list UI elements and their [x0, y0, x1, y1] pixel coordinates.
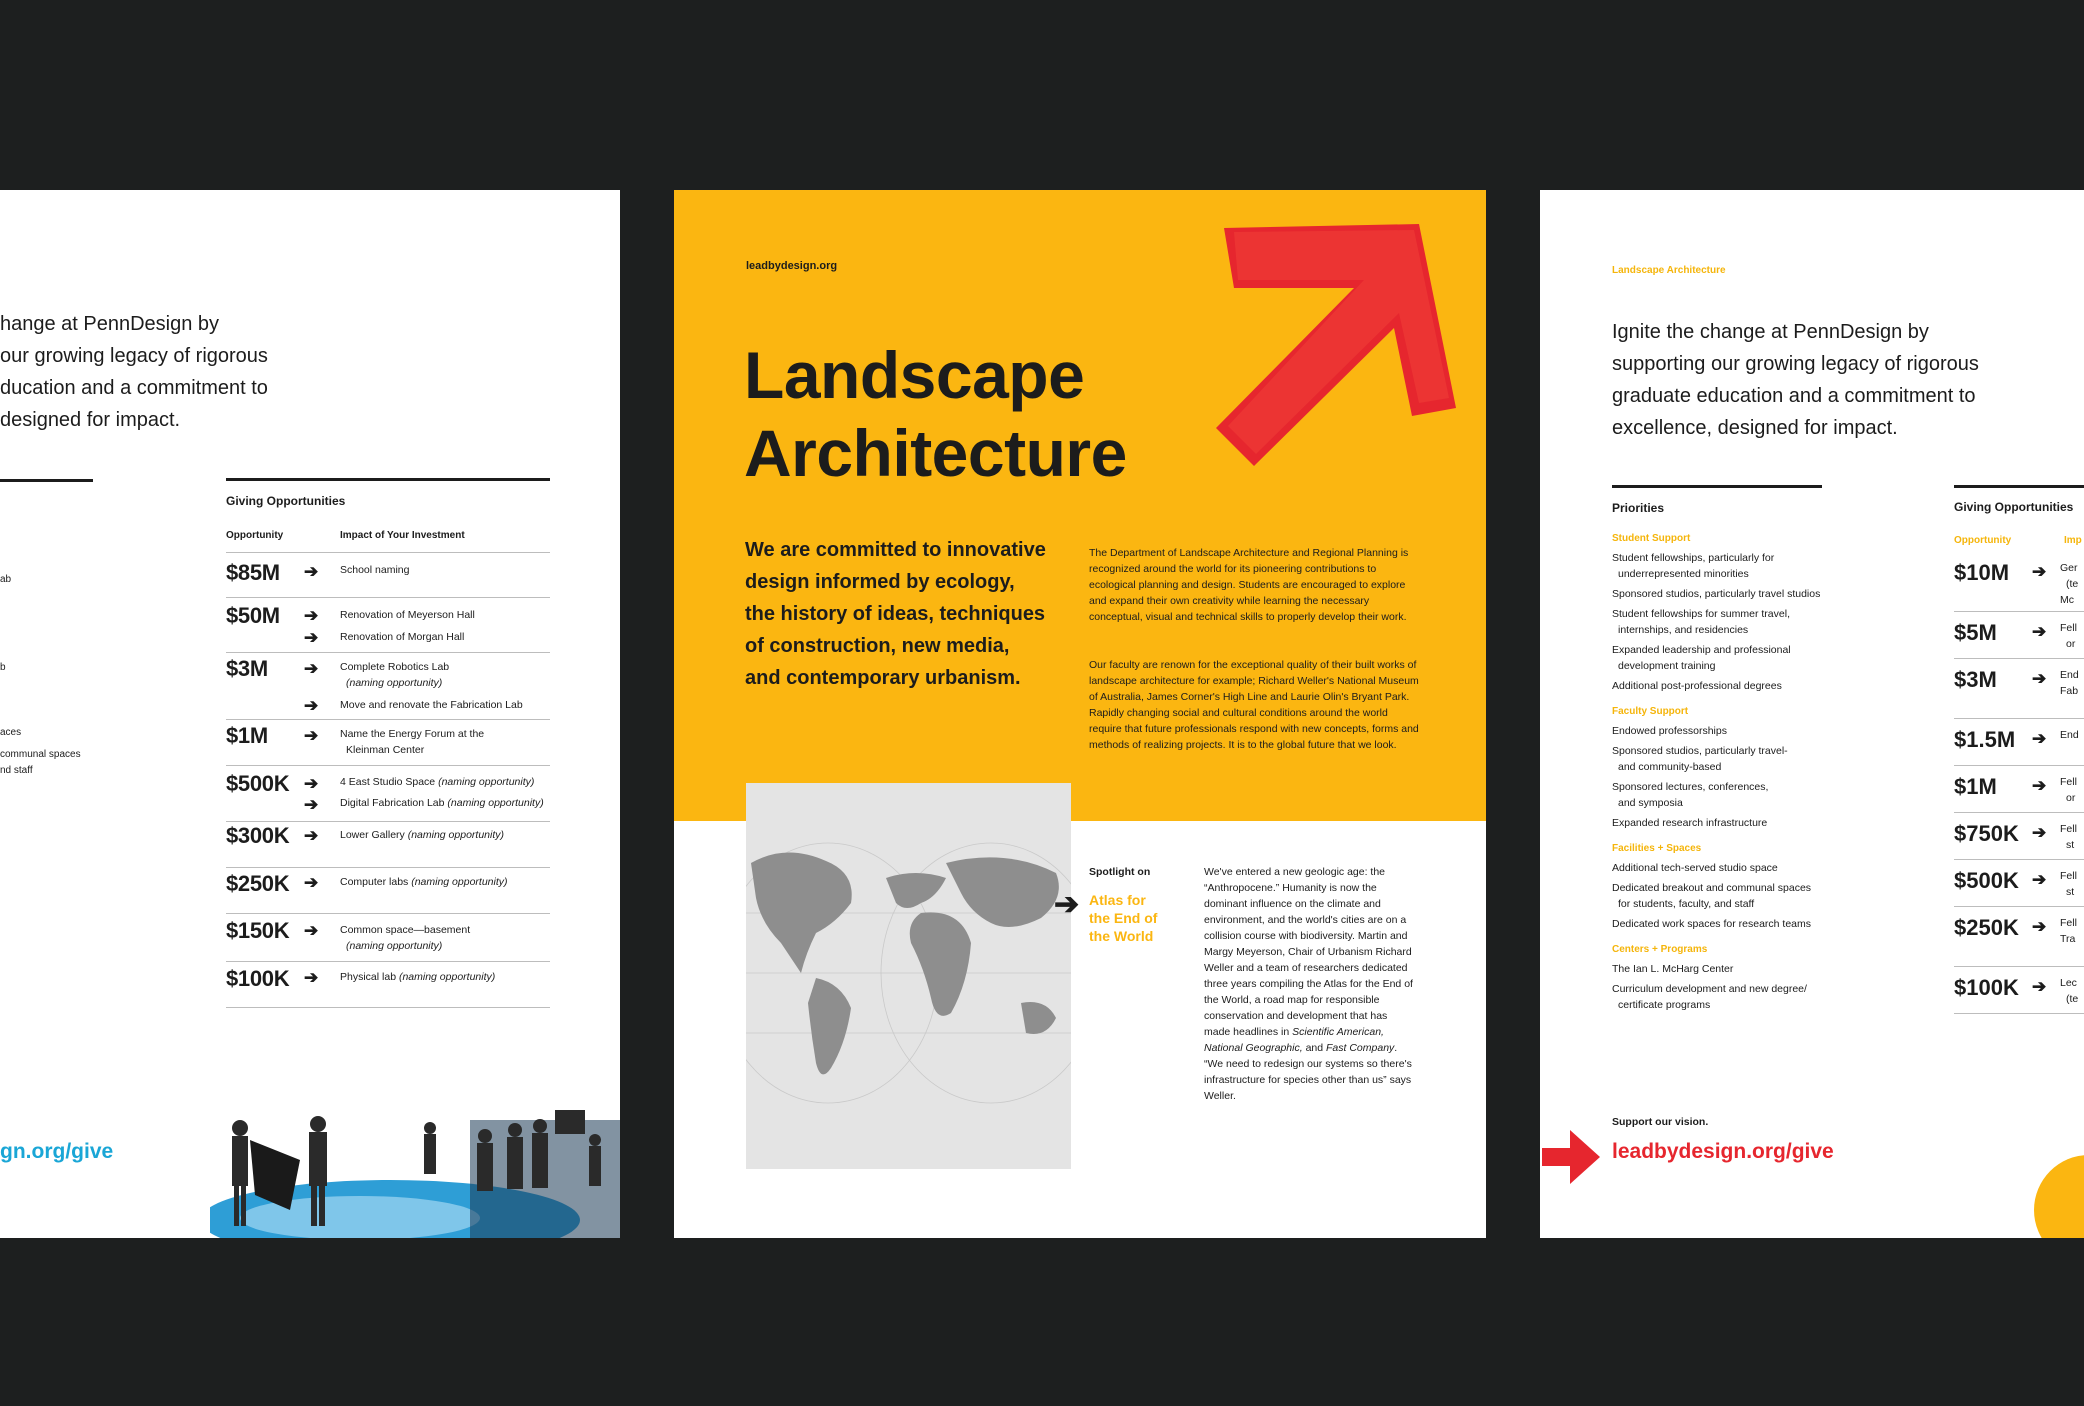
right-impact-fragment: Fell [2060, 776, 2077, 788]
left-brochure-page [0, 190, 620, 1238]
right-impact-fragment: st [2066, 839, 2075, 851]
right-giving-heading: Giving Opportunities [1954, 500, 2074, 514]
right-intro [1612, 316, 2072, 444]
left-amount: $150K [226, 918, 290, 943]
priority-group-label: Student Support [1612, 533, 1691, 544]
right-impact-fragment: (te [2066, 578, 2079, 590]
priority-item-line: Dedicated breakout and communal spaces [1612, 882, 1812, 894]
left-amount: $3M [226, 656, 268, 681]
spotlight-and: and [1302, 1042, 1327, 1054]
priority-item-line: development training [1618, 660, 1716, 672]
right-amount: $1M [1954, 774, 1997, 799]
section-label: Landscape Architecture [1612, 265, 1726, 276]
priority-item-line: Sponsored studios, particularly travel- [1612, 745, 1788, 757]
arrow-right-icon: ➔ [304, 696, 319, 715]
priority-group-label: Facilities + Spaces [1612, 843, 1702, 854]
right-intro-line: graduate education and a commitment to [1612, 385, 1976, 407]
priorities-heading: Priorities [1612, 501, 1665, 515]
spotlight-body-b: . “We need to redesign our systems so there's infrastructure for species other than us” says Weller. [1204, 1042, 1412, 1102]
left-impact-item: Renovation of Morgan Hall [340, 631, 465, 643]
left-intro-line: ducation and a commitment to [0, 377, 268, 399]
left-impact-text: Lower Gallery [340, 829, 405, 841]
right-amount: $10M [1954, 560, 2010, 585]
intro-paragraph: The Department of Landscape Architecture and Regional Planning is recognized around the world for its pioneering contributions to ecological planning and design. Students are encouraged to explore and expand their own creativity while learning the necessary conceptual, visual and technical skills to properly develop their work. [1089, 547, 1409, 623]
arrow-right-icon: ➔ [304, 606, 319, 625]
left-row-divider [226, 961, 550, 962]
mission-line: and contemporary urbanism. [745, 667, 1021, 689]
naming-note: (naming opportunity) [447, 797, 544, 809]
priority-item-line: Student fellowships for summer travel, [1612, 608, 1790, 620]
priority-item-line: and symposia [1618, 797, 1683, 809]
left-amount: $50M [226, 603, 280, 628]
site-label: leadbydesign.org [746, 260, 838, 272]
right-giving-row [1954, 612, 2084, 659]
priority-item [1612, 880, 1872, 912]
priority-item [1612, 743, 1872, 775]
arrow-right-icon: ➔ [2032, 669, 2047, 688]
spotlight-label: Spotlight on [1089, 866, 1151, 878]
right-amount: $250K [1954, 915, 2019, 940]
naming-note: (naming opportunity) [398, 971, 496, 983]
left-impact-item-sub [346, 675, 442, 691]
left-row-divider [226, 719, 550, 720]
naming-note: (naming opportunity) [346, 677, 443, 689]
left-row-divider [226, 867, 550, 868]
right-impact-fragment: End [2060, 729, 2079, 741]
right-impact-fragment: or [2066, 792, 2076, 804]
arrow-right-icon: ➔ [2032, 622, 2047, 641]
left-row-divider [226, 913, 550, 914]
right-giving-rule [1954, 485, 2084, 488]
page-title-line: Architecture [744, 416, 1127, 490]
left-row-divider [226, 821, 550, 822]
left-priorities-rule [0, 479, 93, 482]
left-cut-fragment: ab [0, 574, 12, 585]
arrow-right-icon: ➔ [2032, 870, 2047, 889]
right-giving-row [1954, 860, 2084, 907]
mission-line: the history of ideas, techniques [745, 603, 1046, 625]
priority-item [1612, 586, 1872, 602]
priority-item-line: internships, and residencies [1618, 624, 1749, 636]
right-giving-row [1954, 552, 2084, 612]
left-impact-item [340, 874, 508, 890]
page-title-line: Landscape [744, 338, 1085, 412]
right-giving-row [1954, 967, 2084, 1014]
arrow-right-icon: ➔ [304, 795, 319, 814]
spotlight-publication: Fast Company [1326, 1042, 1395, 1054]
priority-item-line: Expanded research infrastructure [1612, 817, 1768, 829]
right-impact-fragment: Fell [2060, 823, 2077, 835]
priority-group [1612, 961, 1872, 1013]
left-giving-rule [226, 478, 550, 481]
arrow-right-icon: ➔ [304, 628, 319, 647]
left-col-impact: Impact of Your Investment [340, 530, 465, 541]
students-photo [210, 1100, 620, 1238]
red-arrow-icon [1542, 1128, 1602, 1186]
left-impact-item-sub: Kleinman Center [346, 744, 425, 756]
left-impact-text: Physical lab [340, 971, 397, 983]
right-amount: $500K [1954, 868, 2019, 893]
priority-item-line: The Ian L. McHarg Center [1612, 963, 1734, 975]
priorities-rule [1612, 485, 1822, 488]
left-row-divider [226, 597, 550, 598]
arrow-right-icon: ➔ [2032, 729, 2047, 748]
right-col-impact-cut: Imp [2064, 535, 2082, 546]
left-amount: $100K [226, 966, 290, 991]
priority-item [1612, 860, 1872, 876]
left-impact-item [340, 827, 504, 843]
naming-note: (naming opportunity) [411, 876, 508, 888]
left-cut-fragment: b [0, 662, 6, 673]
faculty-paragraph: Our faculty are renown for the exceptional quality of their built works of landscape architecture for example; Richard Weller's National Museum of Australia, James Corner's High Line and Laurie Olin's Bryant Park. Rapidly changing social and cultural conditions around the world require that future professionals respond with new concepts, forms and methods of realizing projects. It is to the global future that we look. [1089, 659, 1419, 751]
right-impact-fragment: Fab [2060, 685, 2079, 697]
left-intro-line: our growing legacy of rigorous [0, 345, 268, 367]
spotlight-title-line: the World [1089, 928, 1154, 944]
priority-item-line: Student fellowships, particularly for [1612, 552, 1775, 564]
left-giving-heading: Giving Opportunities [226, 494, 346, 508]
left-impact-item: Complete Robotics Lab [340, 661, 450, 673]
arrow-right-icon: ➔ [304, 562, 319, 581]
priority-item [1612, 550, 1872, 582]
right-impact-fragment: st [2066, 886, 2075, 898]
right-col-opportunity: Opportunity [1954, 535, 2012, 546]
right-amount: $1.5M [1954, 727, 2016, 752]
priority-group [1612, 550, 1872, 694]
right-impact-fragment: Ger [2060, 562, 2078, 574]
arrow-right-icon: ➔ [2032, 562, 2047, 581]
left-impact-item: Name the Energy Forum at the [340, 728, 485, 740]
right-impact-fragment: Fell [2060, 622, 2077, 634]
priority-group-label: Centers + Programs [1612, 944, 1708, 955]
priority-item [1612, 642, 1872, 674]
left-intro [0, 308, 330, 436]
priority-item [1612, 723, 1872, 739]
right-impact-fragment: or [2066, 638, 2076, 650]
right-amount: $750K [1954, 821, 2019, 846]
arrow-right-icon: ➔ [2032, 917, 2047, 936]
world-map-graphic [746, 783, 1071, 1169]
priority-item-line: certificate programs [1618, 999, 1711, 1011]
left-amount: $300K [226, 823, 290, 848]
right-impact-fragment: Mc [2060, 594, 2074, 606]
arrow-right-icon: ➔ [304, 774, 319, 793]
arrow-right-icon: ➔ [2032, 977, 2047, 996]
left-amount: $500K [226, 771, 290, 796]
priority-item-line: for students, faculty, and staff [1618, 898, 1755, 910]
left-cut-fragment: nd staff [0, 765, 33, 776]
left-row-divider [226, 652, 550, 653]
support-label: Support our vision. [1612, 1116, 1709, 1128]
left-impact-text: Computer labs [340, 876, 409, 888]
left-give-link[interactable]: gn.org/give [0, 1140, 114, 1163]
right-intro-line: excellence, designed for impact. [1612, 417, 1898, 439]
priority-item-line: Sponsored studios, particularly travel studios [1612, 588, 1821, 600]
left-intro-line: hange at PennDesign by [0, 313, 220, 335]
priority-item-line: Sponsored lectures, conferences, [1612, 781, 1769, 793]
right-giving-row [1954, 659, 2084, 719]
arrow-right-icon: ➔ [304, 921, 319, 940]
left-impact-item: Renovation of Meyerson Hall [340, 609, 475, 621]
left-impact-item [340, 969, 495, 985]
priority-group [1612, 860, 1872, 932]
spotlight-publications: Scientific American, National Geographic, [1204, 1026, 1384, 1054]
right-intro-line: supporting our growing legacy of rigorous [1612, 353, 1979, 375]
center-brochure-page [674, 190, 1486, 1238]
priority-item [1612, 606, 1872, 638]
left-amount: $250K [226, 871, 290, 896]
right-amount: $3M [1954, 667, 1997, 692]
naming-note: (naming opportunity) [407, 829, 505, 841]
spotlight-body-a: We've entered a new geologic age: the “Anthropocene.” Humanity is now the dominant influence on the climate and environment, and the world's cities are on a collision course with biodiversity. Martin and Margy Meyerson, Chair of Urbanism Richard Weller and a team of researchers dedicated three years compiling the Atlas for the End of the World, a road map for responsible conservation and development that has made headlines in [1204, 866, 1413, 1038]
right-amount: $5M [1954, 620, 1997, 645]
left-impact-item: School naming [340, 564, 410, 576]
left-amount: $85M [226, 560, 280, 585]
right-giving-row [1954, 813, 2084, 860]
mission-statement [745, 534, 1075, 694]
left-impact-item [340, 774, 534, 790]
left-cut-fragment: communal spaces [0, 749, 81, 760]
mission-line: We are committed to innovative [745, 539, 1046, 561]
priority-item-line: and community-based [1618, 761, 1722, 773]
arrow-right-icon: ➔ [304, 826, 319, 845]
right-impact-fragment: Fell [2060, 870, 2077, 882]
left-row-divider [226, 765, 550, 766]
left-impact-item [340, 795, 544, 811]
left-impact-item-sub [346, 938, 442, 954]
arrow-right-icon: ➔ [304, 968, 319, 987]
right-giving-row [1954, 766, 2084, 813]
left-intro-line: designed for impact. [0, 409, 181, 431]
priority-item-line: Endowed professorships [1612, 725, 1727, 737]
priority-item-line: underrepresented minorities [1618, 568, 1749, 580]
priority-item [1612, 678, 1872, 694]
mission-line: design informed by ecology, [745, 571, 1015, 593]
priority-item-line: Expanded leadership and professional [1612, 644, 1791, 656]
right-impact-fragment: Lec [2060, 977, 2077, 989]
arrow-right-icon: ➔ [2032, 776, 2047, 795]
right-impact-fragment: (te [2066, 993, 2079, 1005]
arrow-right-icon: ➔ [1054, 888, 1080, 921]
left-impact-text: Digital Fabrication Lab [340, 797, 445, 809]
right-brochure-page [1540, 190, 2084, 1238]
left-amount: $1M [226, 723, 268, 748]
priority-item-line: Dedicated work spaces for research teams [1612, 918, 1812, 930]
left-impact-text: 4 East Studio Space [340, 776, 436, 788]
arrow-right-icon: ➔ [304, 659, 319, 678]
left-row-divider [226, 1007, 550, 1008]
red-arrow-icon [1194, 218, 1466, 480]
left-cut-fragment: aces [0, 727, 22, 738]
priority-group-label: Faculty Support [1612, 706, 1689, 717]
spotlight-title [1089, 891, 1157, 945]
priority-item [1612, 916, 1872, 932]
page-title [744, 336, 1127, 492]
right-intro-line: Ignite the change at PennDesign by [1612, 321, 1929, 343]
right-impact-fragment: Tra [2060, 933, 2076, 945]
priority-group [1612, 723, 1872, 831]
right-amount: $100K [1954, 975, 2019, 1000]
right-impact-fragment: Fell [2060, 917, 2077, 929]
priority-item-line: Additional post-professional degrees [1612, 680, 1782, 692]
naming-note: (naming opportunity) [438, 776, 535, 788]
priority-item-line: Additional tech-served studio space [1612, 862, 1778, 874]
arrow-right-icon: ➔ [304, 726, 319, 745]
arrow-right-icon: ➔ [304, 873, 319, 892]
priority-item [1612, 981, 1872, 1013]
left-col-opportunity: Opportunity [226, 530, 284, 541]
priorities-list [1612, 533, 1872, 1017]
yellow-paint-blob [2034, 1155, 2084, 1238]
atlas-map-image [746, 783, 1071, 1169]
priority-item [1612, 779, 1872, 811]
left-impact-item: Common space—basement [340, 924, 471, 936]
arrow-right-icon: ➔ [2032, 823, 2047, 842]
spotlight-title-line: the End of [1089, 910, 1158, 926]
right-giving-row [1954, 719, 2084, 766]
right-give-link[interactable]: leadbydesign.org/give [1612, 1140, 1834, 1163]
right-impact-fragment: End [2060, 669, 2079, 681]
priority-item-line: Curriculum development and new degree/ [1612, 983, 1807, 995]
mission-line: of construction, new media, [745, 635, 1010, 657]
left-impact-item: Move and renovate the Fabrication Lab [340, 699, 523, 711]
right-giving-table [1954, 552, 2084, 1014]
right-giving-row [1954, 907, 2084, 967]
spotlight-title-line: Atlas for [1089, 892, 1146, 908]
naming-note: (naming opportunity) [346, 940, 443, 952]
priority-item [1612, 815, 1872, 831]
priority-item [1612, 961, 1872, 977]
spotlight-body [1204, 864, 1416, 1104]
left-row-divider [226, 552, 550, 553]
